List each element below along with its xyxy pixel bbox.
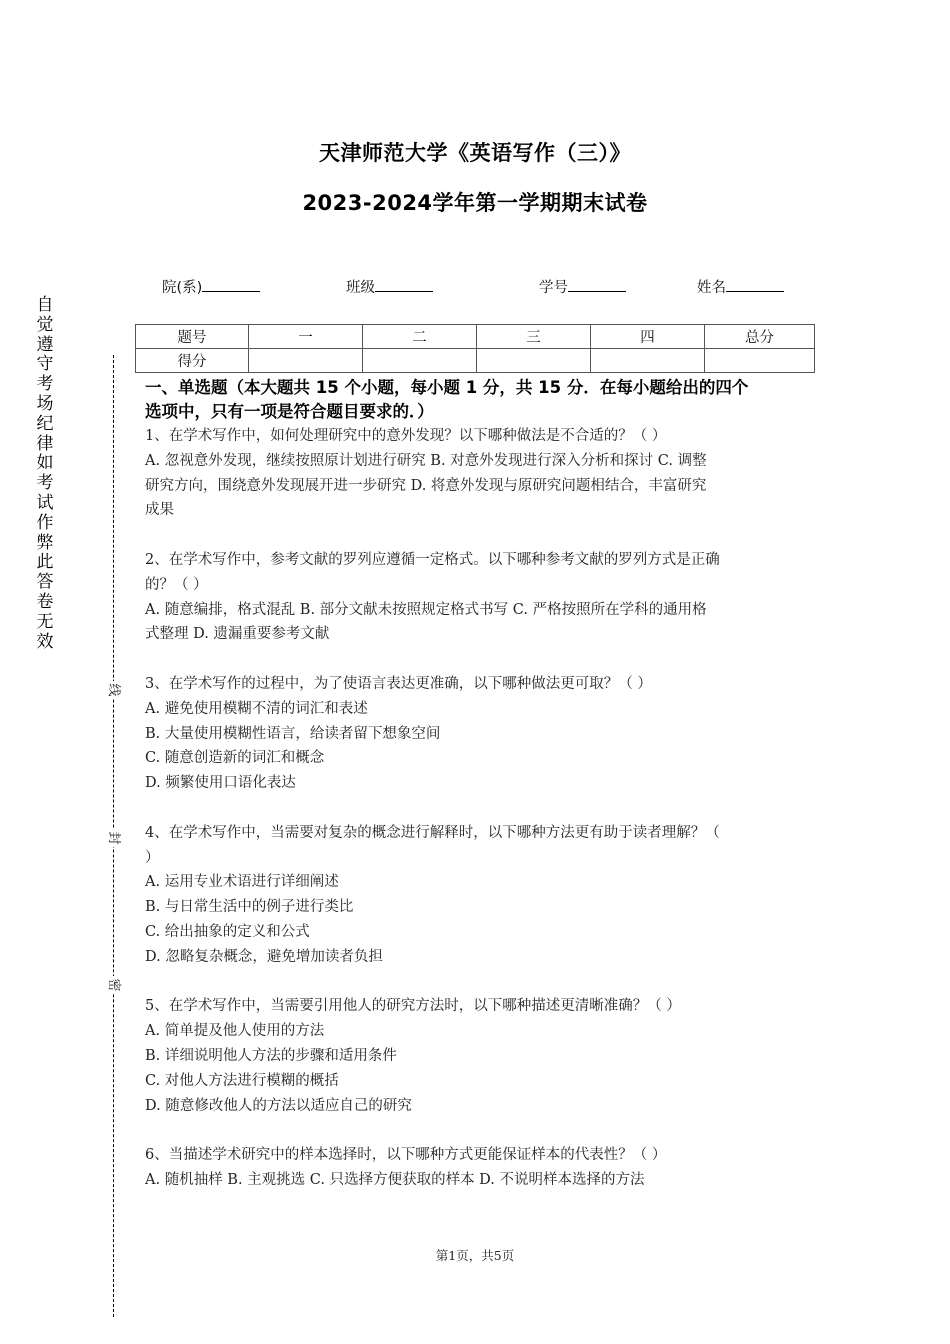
cut-label-line: 线 — [104, 681, 122, 699]
info-class[interactable] — [346, 276, 433, 297]
question-stem: 6、当描述学术研究中的样本选择时，以下哪种方式更能保证样本的代表性？（ ） — [145, 1147, 667, 1164]
question-1 — [145, 424, 813, 523]
question-5 — [145, 994, 813, 1118]
question-options: 式整理 D. 遗漏重要参考文献 — [145, 626, 330, 643]
option-c: C. 给出抽象的定义和公式 — [145, 923, 310, 940]
option-d: D. 忽略复杂概念，避免增加读者负担 — [145, 948, 383, 965]
option-c: C. 随意创造新的词汇和概念 — [145, 750, 325, 767]
exam-content — [145, 376, 813, 1218]
score-header-cell: 总分 — [705, 325, 815, 349]
option-a: A. 运用专业术语进行详细阐述 — [145, 874, 339, 891]
score-cell[interactable] — [591, 349, 705, 373]
exam-subtitle: 2023-2024学年第一学期期末试卷 — [302, 191, 648, 215]
info-class-blank[interactable] — [375, 276, 433, 292]
info-student-id[interactable] — [539, 276, 626, 297]
option-b: B. 与日常生活中的例子进行类比 — [145, 899, 354, 916]
info-department[interactable] — [162, 276, 260, 297]
score-cell[interactable] — [249, 349, 363, 373]
score-header-cell: 一 — [249, 325, 363, 349]
question-stem: 5、在学术写作中，当需要引用他人的研究方法时，以下哪种描述更清晰准确？（ ） — [145, 998, 681, 1015]
exam-title: 天津师范大学《英语写作（三）》 — [319, 141, 631, 165]
question-stem: 1、在学术写作中，如何处理研究中的意外发现？以下哪种做法是不合适的？（ ） — [145, 428, 667, 444]
score-row-label: 得分 — [136, 349, 249, 373]
question-stem: 2、在学术写作中，参考文献的罗列应遵循一定格式。以下哪种参考文献的罗列方式是正确 — [145, 551, 720, 568]
score-header-cell: 二 — [363, 325, 477, 349]
info-name-label: 姓名 — [697, 280, 726, 296]
question-options: 研究方向，围绕意外发现展开进一步研究 D. 将意外发现与原研究问题相结合，丰富研究 — [145, 477, 707, 494]
score-cell[interactable] — [477, 349, 591, 373]
student-info-row — [0, 276, 950, 298]
option-c: C. 对他人方法进行模糊的概括 — [145, 1072, 339, 1089]
question-stem: 4、在学术写作中，当需要对复杂的概念进行解释时，以下哪种方法更有助于读者理解？（ — [145, 824, 720, 841]
info-department-blank[interactable] — [202, 276, 260, 292]
cut-label-secret: 密 — [104, 976, 122, 994]
question-2 — [145, 548, 813, 647]
question-stem: ） — [145, 849, 160, 866]
score-cell[interactable] — [363, 349, 477, 373]
score-table-header-row — [136, 325, 815, 349]
question-options: A. 随意编排，格式混乱 B. 部分文献未按照规定格式书写 C. 严格按照所在学科的通用格 — [145, 601, 707, 618]
question-stem: 的？（ ） — [145, 576, 208, 593]
info-name[interactable] — [697, 276, 784, 297]
option-d: D. 频繁使用口语化表达 — [145, 775, 296, 792]
score-cell[interactable] — [705, 349, 815, 373]
question-options: 成果 — [145, 502, 174, 519]
info-student-id-blank[interactable] — [568, 276, 626, 292]
question-3 — [145, 672, 813, 796]
score-header-cell: 四 — [591, 325, 705, 349]
section-heading-line-1: 一、单选题（本大题共 15 个小题，每小题 1 分，共 15 分．在每小题给出的四个 — [145, 378, 749, 397]
question-4 — [145, 821, 813, 970]
score-table — [135, 324, 815, 373]
cut-label-seal: 封 — [104, 829, 122, 847]
exam-discipline-note: 自觉遵守考场纪律如考试作弊此答卷无效 — [36, 295, 54, 652]
info-student-id-label: 学号 — [539, 280, 568, 296]
option-d: D. 随意修改他人的方法以适应自己的研究 — [145, 1097, 412, 1114]
question-stem: 3、在学术写作的过程中，为了使语言表达更准确，以下哪种做法更可取？（ ） — [145, 675, 652, 692]
option-b: B. 大量使用模糊性语言，给读者留下想象空间 — [145, 725, 441, 742]
info-class-label: 班级 — [346, 280, 375, 296]
option-a: A. 避免使用模糊不清的词汇和表述 — [145, 700, 368, 717]
section-heading-line-2: 选项中，只有一项是符合题目要求的．） — [145, 402, 434, 421]
question-6 — [145, 1143, 813, 1193]
option-b: B. 详细说明他人方法的步骤和适用条件 — [145, 1047, 397, 1064]
info-department-label: 院(系) — [162, 280, 203, 296]
page-number: 第1页，共5页 — [435, 1248, 515, 1263]
question-options: A. 忽视意外发现，继续按照原计划进行研究 B. 对意外发现进行深入分析和探讨 C. 调整 — [145, 452, 707, 469]
score-table-score-row — [136, 349, 815, 373]
score-header-cell: 三 — [477, 325, 591, 349]
option-a: A. 简单提及他人使用的方法 — [145, 1023, 325, 1040]
info-name-blank[interactable] — [726, 276, 784, 292]
question-options: A. 随机抽样 B. 主观挑选 C. 只选择方便获取的样本 D. 不说明样本选择的方法 — [145, 1171, 645, 1188]
score-header-cell: 题号 — [136, 325, 249, 349]
